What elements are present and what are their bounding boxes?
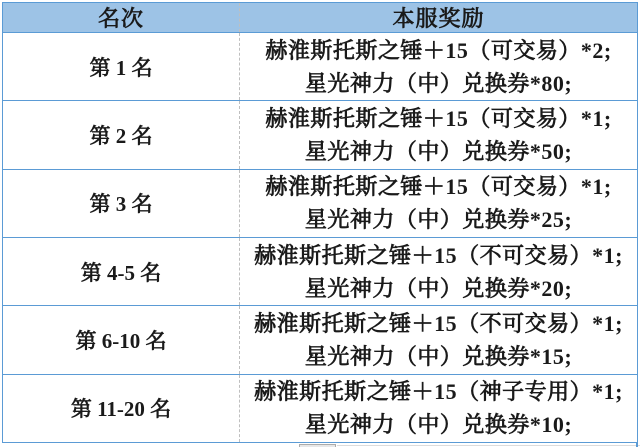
table-row <box>3 306 637 374</box>
table-row <box>3 238 637 306</box>
rank-label: 第 11-20 名 <box>70 397 172 422</box>
reward-cell <box>240 306 637 373</box>
reward-line-1: 赫淮斯托斯之锤＋15（可交易）*1; <box>265 105 612 131</box>
reward-cell <box>240 101 637 168</box>
table-row <box>3 375 637 442</box>
reward-cell <box>240 238 637 305</box>
rank-header-label: 名次 <box>97 6 144 31</box>
reward-line-1: 赫淮斯托斯之锤＋15（可交易）*2; <box>265 37 612 63</box>
reward-line-2: 星光神力（中）兑换券*15; <box>304 343 573 369</box>
reward-line-1: 赫淮斯托斯之锤＋15（可交易）*1; <box>265 174 612 200</box>
rank-label: 第 4-5 名 <box>80 260 162 285</box>
reward-table <box>2 2 638 443</box>
rank-cell <box>3 170 240 237</box>
reward-line-1: 赫淮斯托斯之锤＋15（不可交易）*1; <box>254 242 623 268</box>
reward-line-1: 赫淮斯托斯之锤＋15（神子专用）*1; <box>254 379 623 405</box>
reward-line-2: 星光神力（中）兑换券*20; <box>304 275 573 301</box>
reward-cell <box>240 170 637 237</box>
table-header-row <box>3 3 637 33</box>
rank-label: 第 2 名 <box>89 123 153 148</box>
reward-line-2: 星光神力（中）兑换券*80; <box>304 70 573 96</box>
rank-cell <box>3 101 240 168</box>
partial-next-row-line <box>337 445 640 446</box>
table-row <box>3 101 637 169</box>
table-right-border-tail <box>636 443 638 447</box>
reward-line-2: 星光神力（中）兑换券*50; <box>304 138 573 164</box>
reward-line-1: 赫淮斯托斯之锤＋15（不可交易）*1; <box>254 310 623 336</box>
rank-label: 第 1 名 <box>89 55 153 80</box>
header-cell-rank <box>3 3 240 32</box>
reward-cell <box>240 375 637 442</box>
rank-label: 第 6-10 名 <box>75 328 167 353</box>
reward-line-2: 星光神力（中）兑换券*10; <box>304 412 573 438</box>
reward-line-2: 星光神力（中）兑换券*25; <box>304 207 573 233</box>
table-row <box>3 170 637 238</box>
header-cell-reward <box>240 3 637 32</box>
reward-header-label: 本服奖励 <box>392 6 485 31</box>
reward-cell <box>240 33 637 100</box>
rank-cell <box>3 33 240 100</box>
rank-cell <box>3 375 240 442</box>
rank-label: 第 3 名 <box>89 192 153 217</box>
table-row <box>3 33 637 101</box>
rank-cell <box>3 306 240 373</box>
rank-cell <box>3 238 240 305</box>
